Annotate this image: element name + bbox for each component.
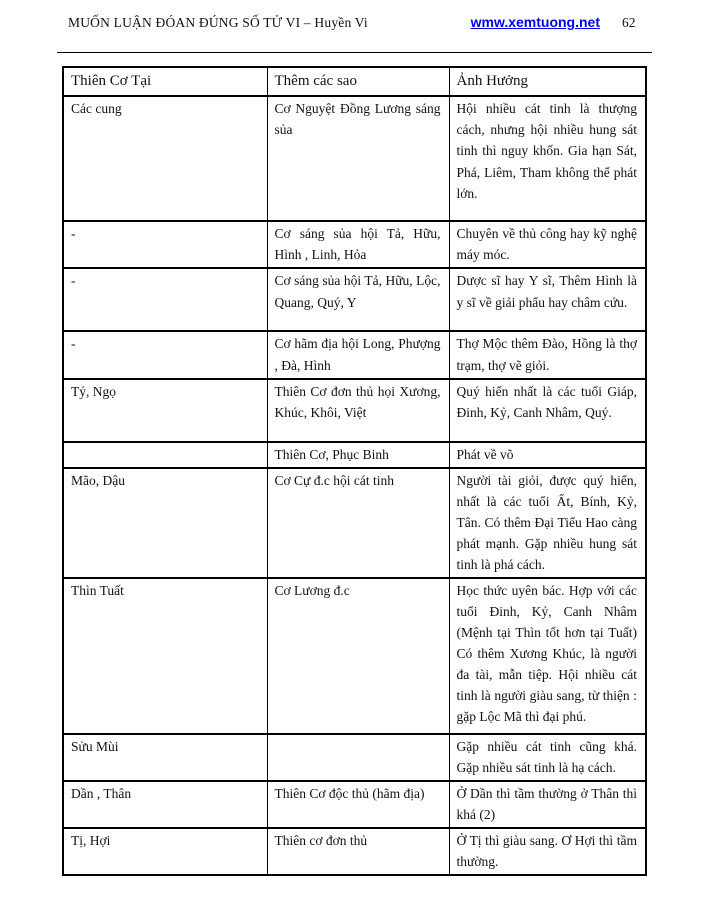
table-cell: Thiên Cơ đơn thủ họi Xương, Khúc, Khôi, Việt (267, 379, 449, 442)
col-header-them-cac-sao: Thêm các sao (267, 67, 449, 96)
table-row (63, 96, 646, 221)
table-row (63, 734, 646, 781)
table-cell: Học thức uyên bác. Hợp với các tuổi Đinh, Kỷ, Canh Nhâm (Mệnh tại Thìn tốt hơn tại Tuất) Có thêm Xương Khúc, là người đa tài, mẫn tiệp. Hội nhiều cát tinh là người giàu sang, từ thiện : gặp Lộc Mã thì đại phú. (449, 578, 646, 734)
table-row (63, 379, 646, 442)
book-title: MUỐN LUẬN ĐÓAN ĐÚNG SỐ TỬ VI – Huyền Vi (68, 15, 368, 30)
header-divider (57, 52, 652, 53)
table-row (63, 268, 646, 331)
table-cell: Thìn Tuất (63, 578, 267, 734)
table-cell (267, 734, 449, 781)
table-cell: Cơ Cự đ.c hội cát tinh (267, 468, 449, 578)
table-body (63, 96, 646, 875)
table-cell: Mão, Dậu (63, 468, 267, 578)
table-row (63, 468, 646, 578)
table-header (63, 67, 646, 96)
table-row (63, 221, 646, 268)
table-cell: Thiên Cơ, Phục Binh (267, 442, 449, 468)
table-row (63, 781, 646, 828)
table-cell: Tý, Ngọ (63, 379, 267, 442)
table-cell: Cơ Lương đ.c (267, 578, 449, 734)
table-cell: Ở Dần thì tầm thường ở Thân thì khá (2) (449, 781, 646, 828)
table-row (63, 828, 646, 875)
table-cell: Sửu Mùi (63, 734, 267, 781)
table-row (63, 578, 646, 734)
table-cell: Cơ hãm địa hội Long, Phượng , Đà, Hình (267, 331, 449, 378)
table-cell: Ở Tị thì giàu sang. Ơ Hợi thì tầm thường. (449, 828, 646, 875)
table-row (63, 331, 646, 378)
col-header-thien-co-tai: Thiên Cơ Tại (63, 67, 267, 96)
table-cell: - (63, 221, 267, 268)
table-cell: Thợ Mộc thêm Đào, Hồng là thợ trạm, thợ vẽ giỏi. (449, 331, 646, 378)
table-cell: Gặp nhiều cát tinh cũng khá. Gặp nhiều sát tinh là hạ cách. (449, 734, 646, 781)
table-cell: Thiên cơ đơn thủ (267, 828, 449, 875)
table-cell: Hội nhiều cát tinh là thượng cách, nhưng hội nhiều hung sát tinh thì nguy khốn. Gia hạn Sát, Phá, Liêm, Tham không thể phát lớn. (449, 96, 646, 221)
table-cell: Quý hiển nhất là các tuổi Giáp, Đinh, Kỷ, Canh Nhâm, Quý. (449, 379, 646, 442)
page-number: 62 (622, 15, 636, 30)
table-cell: Phát về võ (449, 442, 646, 468)
table-cell: Tị, Hợi (63, 828, 267, 875)
table-cell: Dần , Thân (63, 781, 267, 828)
table-cell: Cơ sáng sủa hội Tả, Hữu, Lộc, Quang, Quý, Y (267, 268, 449, 331)
table-cell: Chuyên về thủ công hay kỹ nghệ máy móc. (449, 221, 646, 268)
col-header-anh-huong: Ảnh Hưởng (449, 67, 646, 96)
table-cell: Cơ Nguyệt Đồng Lương sáng sủa (267, 96, 449, 221)
table-cell: Dược sĩ hay Y sĩ, Thêm Hình là y sĩ về giải phẩu hay châm cứu. (449, 268, 646, 331)
table-header-row (63, 67, 646, 96)
thien-co-table (62, 66, 647, 876)
table-cell: Cơ sáng sủa hội Tả, Hữu, Hình , Linh, Hỏa (267, 221, 449, 268)
site-link[interactable]: wmw.xemtuong.net (470, 14, 600, 30)
table-row (63, 442, 646, 468)
table-cell: - (63, 268, 267, 331)
table-cell (63, 442, 267, 468)
table-cell: Các cung (63, 96, 267, 221)
table-cell: - (63, 331, 267, 378)
page-header (68, 14, 652, 31)
table-cell: Người tài giỏi, được quý hiển, nhất là các tuổi Ất, Bính, Kỷ, Tân. Có thêm Đại Tiểu Hao càng phát mạnh. Gặp nhiều hung sát tinh là phá cách. (449, 468, 646, 578)
table-cell: Thiên Cơ độc thủ (hãm địa) (267, 781, 449, 828)
